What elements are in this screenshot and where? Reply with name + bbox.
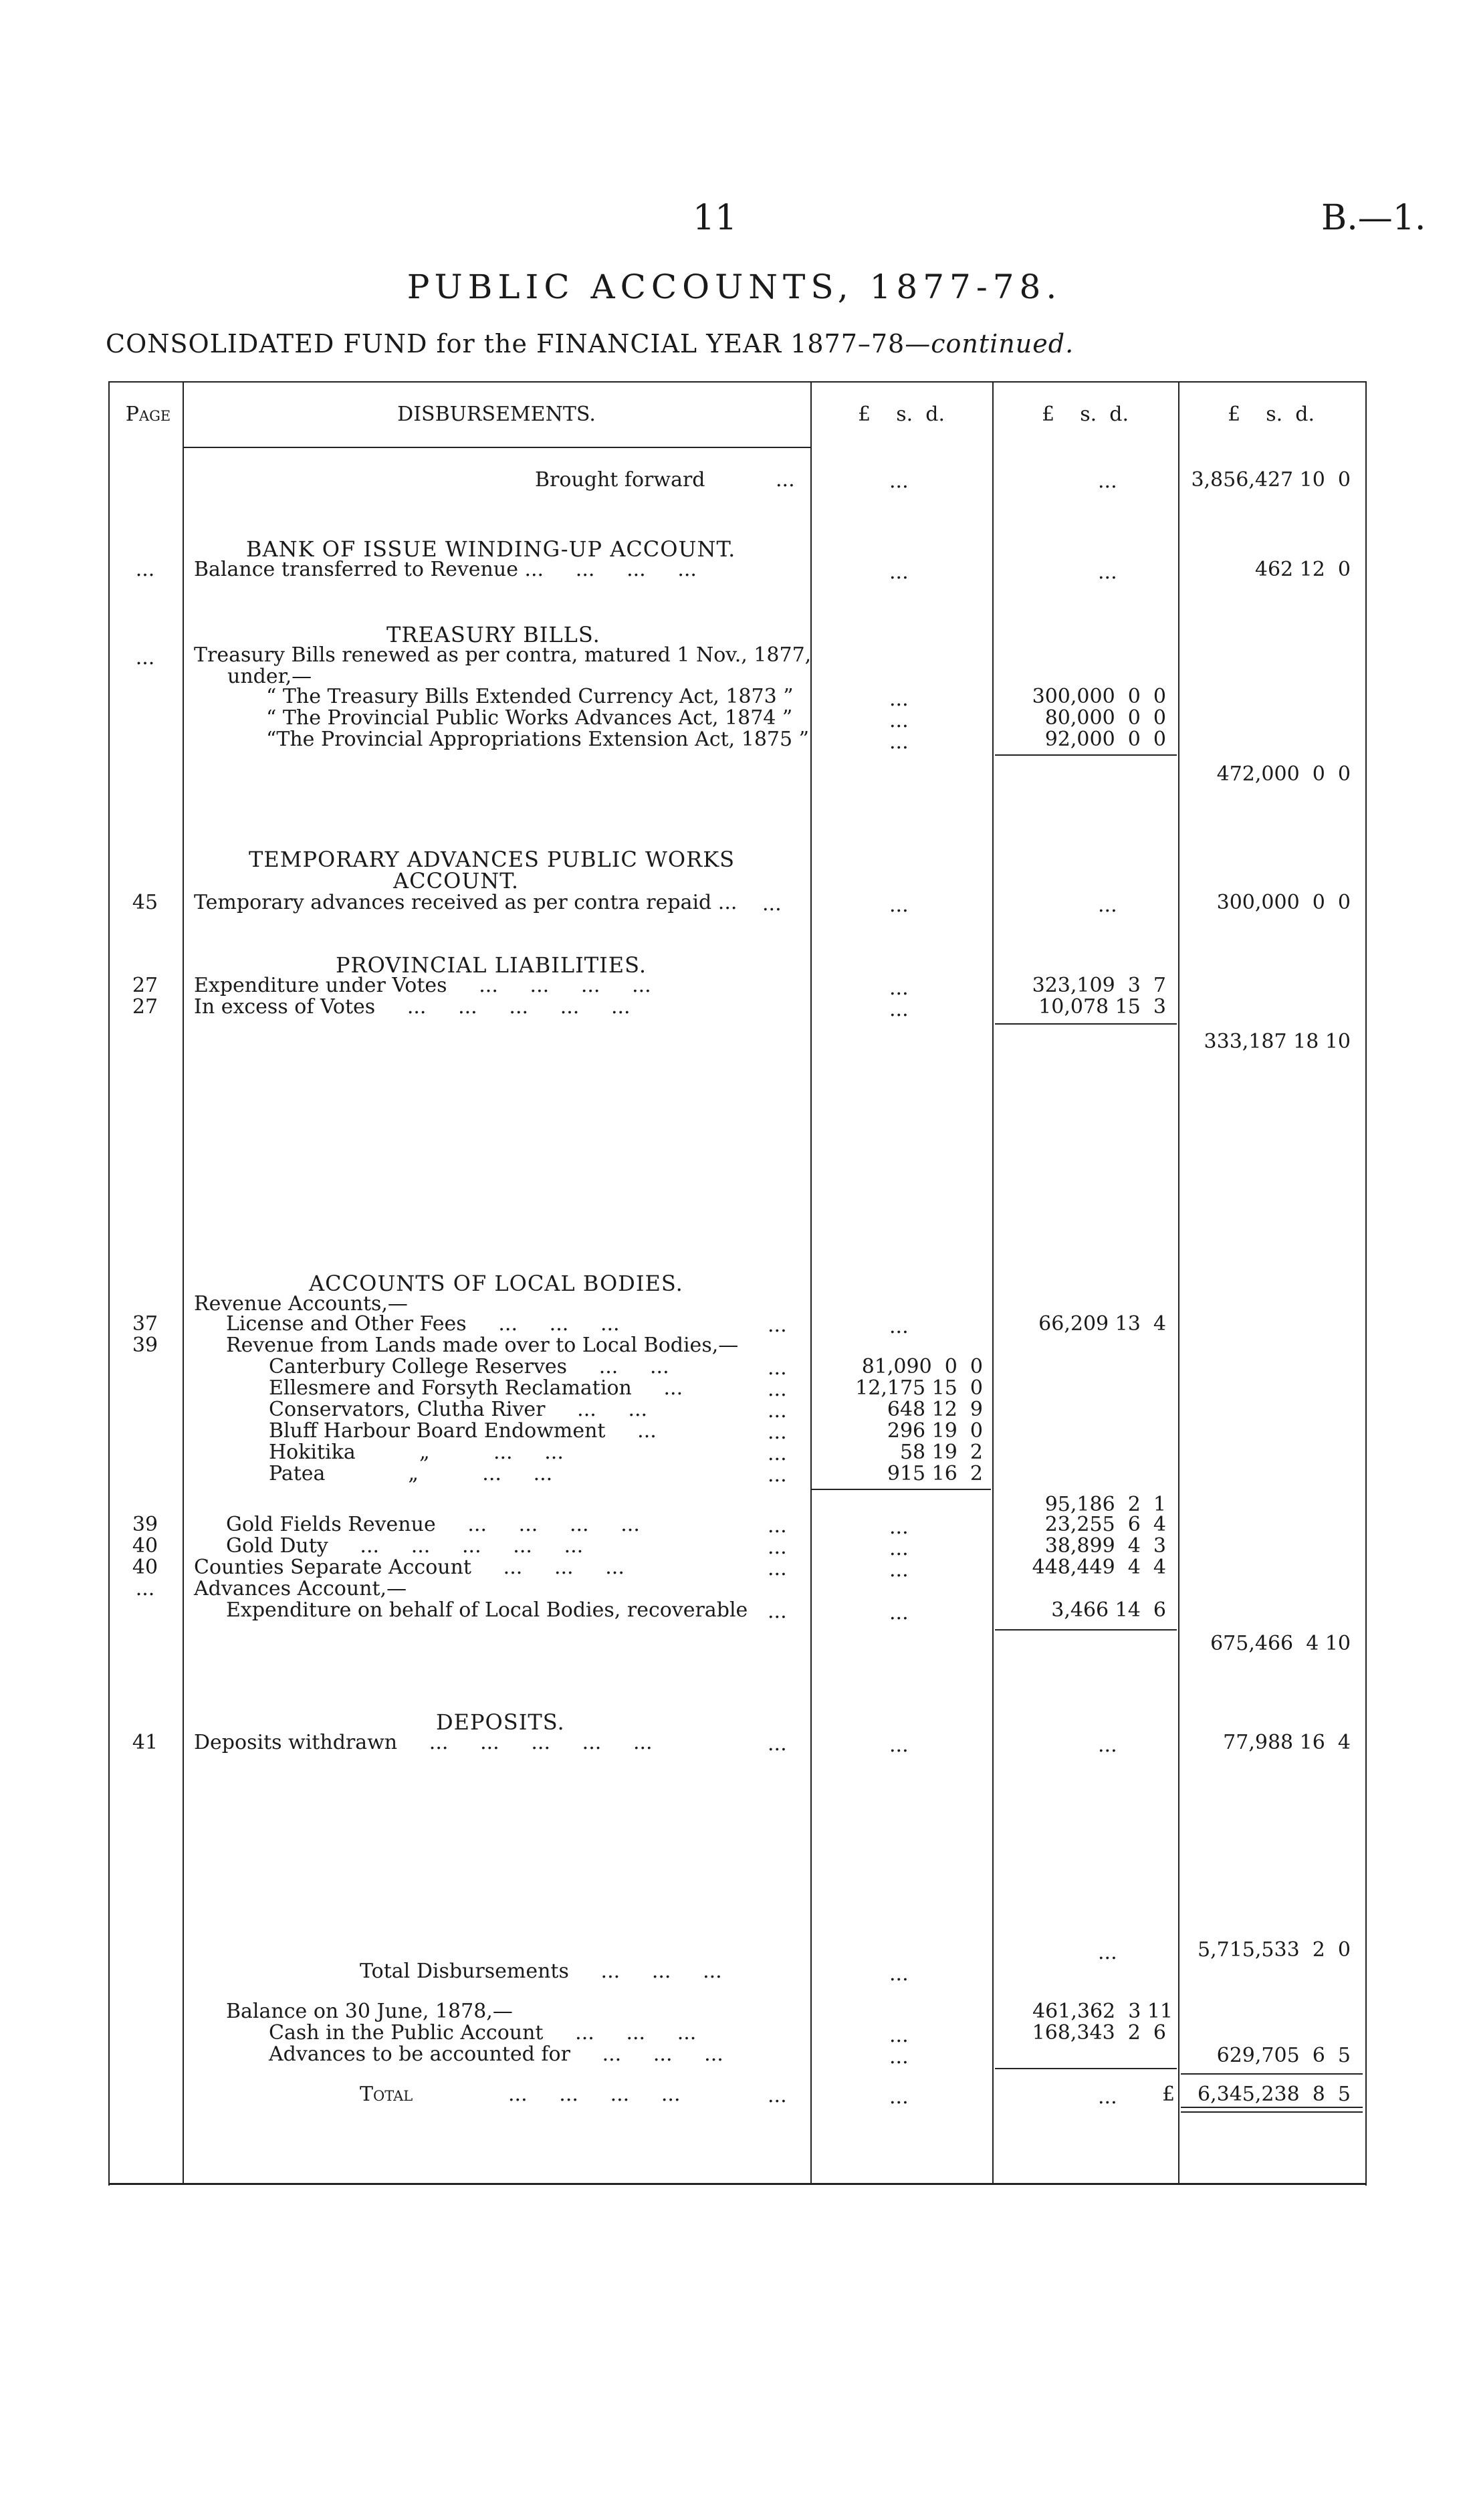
- treasury-sum-rule: [995, 754, 1177, 756]
- land-item-label: Conservators, Clutha River ... ...: [269, 1398, 648, 1421]
- page-number: 11: [693, 198, 738, 238]
- temporary-heading-line2: ACCOUNT.: [393, 868, 520, 894]
- land-item-amount: 648 12 9: [887, 1398, 983, 1421]
- balance-total: 629,705 6 5: [1216, 2044, 1351, 2067]
- provincial-heading: PROVINCIAL LIABILITIES.: [336, 952, 647, 978]
- land-item-dots: ...: [768, 1399, 787, 1423]
- balance-sum-rule: [995, 2068, 1177, 2069]
- land-item-amount: 58 19 2: [899, 1441, 983, 1464]
- grand-total-pound-sign: £: [1162, 2083, 1175, 2106]
- local-other-amount: 38,899 4 3: [1044, 1534, 1166, 1558]
- local-other-label: Gold Fields Revenue ... ... ... ...: [226, 1513, 640, 1536]
- lands-label: Revenue from Lands made over to Local Bodies,—: [226, 1334, 739, 1357]
- header-rule: [183, 447, 810, 448]
- deposits-total: 77,988 16 4: [1223, 1731, 1351, 1754]
- local-other-page-ref: 39: [132, 1513, 158, 1536]
- temporary-heading-line1: TEMPORARY ADVANCES PUBLIC WORKS: [249, 847, 736, 872]
- grand-total-col1: ...: [889, 2085, 909, 2109]
- treasury-item-col1: ...: [889, 730, 909, 754]
- expenditure-amount: 3,466 14 6: [1051, 1598, 1166, 1622]
- land-item-label: Bluff Harbour Board Endowment ...: [269, 1419, 657, 1443]
- treasury-item-col1: ...: [889, 709, 909, 732]
- lands-page-ref: 39: [132, 1334, 158, 1357]
- total-disbursements-amount: 5,715,533 2 0: [1198, 1938, 1351, 1962]
- local-other-dots: ...: [768, 1557, 787, 1580]
- treasury-item-amount: 300,000 0 0: [1032, 685, 1166, 708]
- land-item-amount: 12,175 15 0: [855, 1376, 983, 1400]
- license-label: License and Other Fees ... ... ...: [226, 1312, 620, 1336]
- local-bodies-sum-rule: [995, 1629, 1177, 1631]
- local-other-amount: 23,255 6 4: [1044, 1513, 1166, 1536]
- brought-forward-col2: ...: [1098, 469, 1117, 493]
- local-other-label: Counties Separate Account ... ... ...: [194, 1556, 625, 1579]
- grand-total-label: Total: [360, 2083, 413, 2106]
- advances-accounted-label: Advances to be accounted for ... ... ...: [269, 2042, 723, 2066]
- provincial-item-col1: ...: [889, 976, 909, 1000]
- brought-forward-total: 3,856,427 10 0: [1191, 468, 1351, 492]
- subtitle-continued: continued.: [931, 329, 1075, 358]
- cash-label: Cash in the Public Account ... ... ...: [269, 2021, 697, 2044]
- brought-forward-dots: ...: [776, 468, 795, 492]
- deposits-heading: DEPOSITS.: [436, 1709, 565, 1735]
- temporary-col1: ...: [889, 894, 909, 917]
- brought-forward-col1: ...: [889, 469, 909, 493]
- temporary-col2: ...: [1098, 894, 1117, 917]
- table-bottom-rule: [108, 2183, 1365, 2185]
- cash-amount: 461,362 3 11: [1032, 2000, 1173, 2023]
- advances-col1: ...: [889, 2045, 909, 2069]
- provincial-total: 333,187 18 10: [1204, 1030, 1351, 1053]
- treasury-item-label: “ The Provincial Public Works Advances Act, 1874 ”: [266, 706, 793, 730]
- column-header-money2: £ s. d.: [1042, 403, 1129, 426]
- local-other-amount: 448,449 4 4: [1032, 1556, 1166, 1579]
- document-reference: B.—1.: [1321, 198, 1426, 238]
- grand-total-double-rule-2: [1181, 2111, 1363, 2113]
- temporary-total: 300,000 0 0: [1216, 891, 1351, 914]
- provincial-item-label: Expenditure under Votes ... ... ... ...: [194, 974, 651, 997]
- local-bodies-heading: ACCOUNTS OF LOCAL BODIES.: [309, 1271, 683, 1296]
- land-item-label: Ellesmere and Forsyth Reclamation ...: [269, 1376, 683, 1400]
- column-header-page: Page: [125, 403, 171, 426]
- treasury-item-amount: 80,000 0 0: [1044, 706, 1166, 730]
- divider-page-col: [183, 383, 184, 2184]
- treasury-page-ref: ...: [135, 646, 155, 669]
- grand-total-dots-end: ...: [768, 2084, 787, 2107]
- column-header-money1: £ s. d.: [858, 403, 945, 426]
- advances-page-ref: ...: [135, 1577, 155, 1600]
- deposits-col2: ...: [1098, 1734, 1117, 1757]
- license-page-ref: 37: [132, 1312, 158, 1336]
- treasury-item-col1: ...: [889, 688, 909, 711]
- local-other-label: Gold Duty ... ... ... ... ...: [226, 1534, 584, 1558]
- provincial-item-amount: 323,109 3 7: [1032, 974, 1166, 997]
- provincial-sum-rule: [995, 1023, 1177, 1025]
- provincial-item-col1: ...: [889, 998, 909, 1021]
- land-item-label: Hokitika „ ... ...: [269, 1441, 564, 1464]
- cash-col1: ...: [889, 2024, 909, 2047]
- balance-label: Balance on 30 June, 1878,—: [226, 2000, 513, 2023]
- expenditure-col1: ...: [889, 1601, 909, 1624]
- lands-sum-rule: [812, 1489, 991, 1490]
- grand-total-amount: 6,345,238 8 5: [1198, 2083, 1351, 2106]
- total-disbursements-label: Total Disbursements ... ... ...: [360, 1960, 722, 1983]
- local-bodies-total: 675,466 4 10: [1210, 1632, 1351, 1655]
- lands-total: 95,186 2 1: [1044, 1493, 1166, 1516]
- treasury-item-label: “The Provincial Appropriations Extension Act, 1875 ”: [266, 728, 809, 751]
- treasury-item-label: “ The Treasury Bills Extended Currency Act, 1873 ”: [266, 685, 794, 708]
- land-item-label: Patea „ ... ...: [269, 1462, 553, 1485]
- bank-col2: ...: [1098, 560, 1117, 584]
- bank-heading: BANK OF ISSUE WINDING-UP ACCOUNT.: [246, 536, 736, 562]
- bank-total: 462 12 0: [1254, 558, 1351, 581]
- page-subtitle: [106, 329, 1074, 358]
- land-item-dots: ...: [768, 1356, 787, 1380]
- temporary-page-ref: 45: [132, 891, 158, 914]
- subtitle-main: CONSOLIDATED FUND for the FINANCIAL YEAR 1877–78—: [106, 329, 931, 358]
- deposits-page-ref: 41: [132, 1731, 158, 1754]
- local-other-col1: ...: [889, 1537, 909, 1560]
- advances-label: Advances Account,—: [194, 1577, 407, 1600]
- provincial-page-ref: 27: [132, 974, 158, 997]
- land-item-dots: ...: [768, 1421, 787, 1444]
- expenditure-dots: ...: [768, 1600, 787, 1623]
- bank-page-ref: ...: [135, 558, 155, 581]
- expenditure-label: Expenditure on behalf of Local Bodies, recoverable: [226, 1598, 748, 1622]
- divider-money2-col: [1178, 383, 1179, 2184]
- local-other-page-ref: 40: [132, 1534, 158, 1558]
- local-other-dots: ...: [768, 1514, 787, 1538]
- temporary-label: Temporary advances received as per contra repaid ...: [194, 891, 738, 914]
- land-item-dots: ...: [768, 1442, 787, 1465]
- land-item-dots: ...: [768, 1378, 787, 1401]
- treasury-line2: under,—: [227, 665, 312, 688]
- column-header-disbursements: DISBURSEMENTS.: [397, 403, 596, 426]
- grand-total-top-rule: [1181, 2073, 1363, 2075]
- total-disbursements-col2: ...: [1098, 1941, 1117, 1964]
- license-col1: ...: [889, 1315, 909, 1338]
- grand-total-double-rule-1: [1181, 2107, 1363, 2108]
- provincial-item-amount: 10,078 15 3: [1038, 995, 1166, 1019]
- grand-total-dots: ... ... ... ...: [508, 2083, 681, 2106]
- local-other-dots: ...: [768, 1536, 787, 1559]
- bank-label: Balance transferred to Revenue ... ... ... ...: [194, 558, 697, 581]
- deposits-label: Deposits withdrawn ... ... ... ... ...: [194, 1731, 653, 1754]
- deposits-dots: ...: [768, 1732, 787, 1756]
- bank-col1: ...: [889, 560, 909, 584]
- land-item-label: Canterbury College Reserves ... ...: [269, 1355, 669, 1378]
- total-disbursements-col1: ...: [889, 1962, 909, 1986]
- land-item-dots: ...: [768, 1463, 787, 1487]
- temporary-dots: ...: [762, 892, 782, 916]
- grand-total-col2: ...: [1098, 2085, 1117, 2109]
- local-other-col1: ...: [889, 1515, 909, 1539]
- provincial-item-label: In excess of Votes ... ... ... ... ...: [194, 995, 631, 1019]
- treasury-line1: Treasury Bills renewed as per contra, matured 1 Nov., 1877,: [194, 643, 812, 667]
- treasury-total: 472,000 0 0: [1216, 762, 1351, 786]
- local-other-page-ref: 40: [132, 1556, 158, 1579]
- license-amount: 66,209 13 4: [1038, 1312, 1166, 1336]
- column-header-money3: £ s. d.: [1228, 403, 1315, 426]
- page-title: PUBLIC ACCOUNTS, 1877-78.: [407, 268, 1062, 306]
- land-item-amount: 296 19 0: [887, 1419, 983, 1443]
- deposits-col1: ...: [889, 1734, 909, 1757]
- local-other-col1: ...: [889, 1558, 909, 1582]
- land-item-amount: 915 16 2: [887, 1462, 983, 1485]
- advances-amount: 168,343 2 6: [1032, 2021, 1166, 2044]
- divider-money1-col: [992, 383, 994, 2184]
- treasury-item-amount: 92,000 0 0: [1044, 728, 1166, 751]
- brought-forward-label: Brought forward: [535, 468, 705, 492]
- revenue-accounts-label: Revenue Accounts,—: [194, 1292, 408, 1316]
- treasury-heading: TREASURY BILLS.: [386, 622, 600, 647]
- provincial-page-ref: 27: [132, 995, 158, 1019]
- land-item-amount: 81,090 0 0: [861, 1355, 983, 1378]
- license-dots: ...: [768, 1314, 787, 1337]
